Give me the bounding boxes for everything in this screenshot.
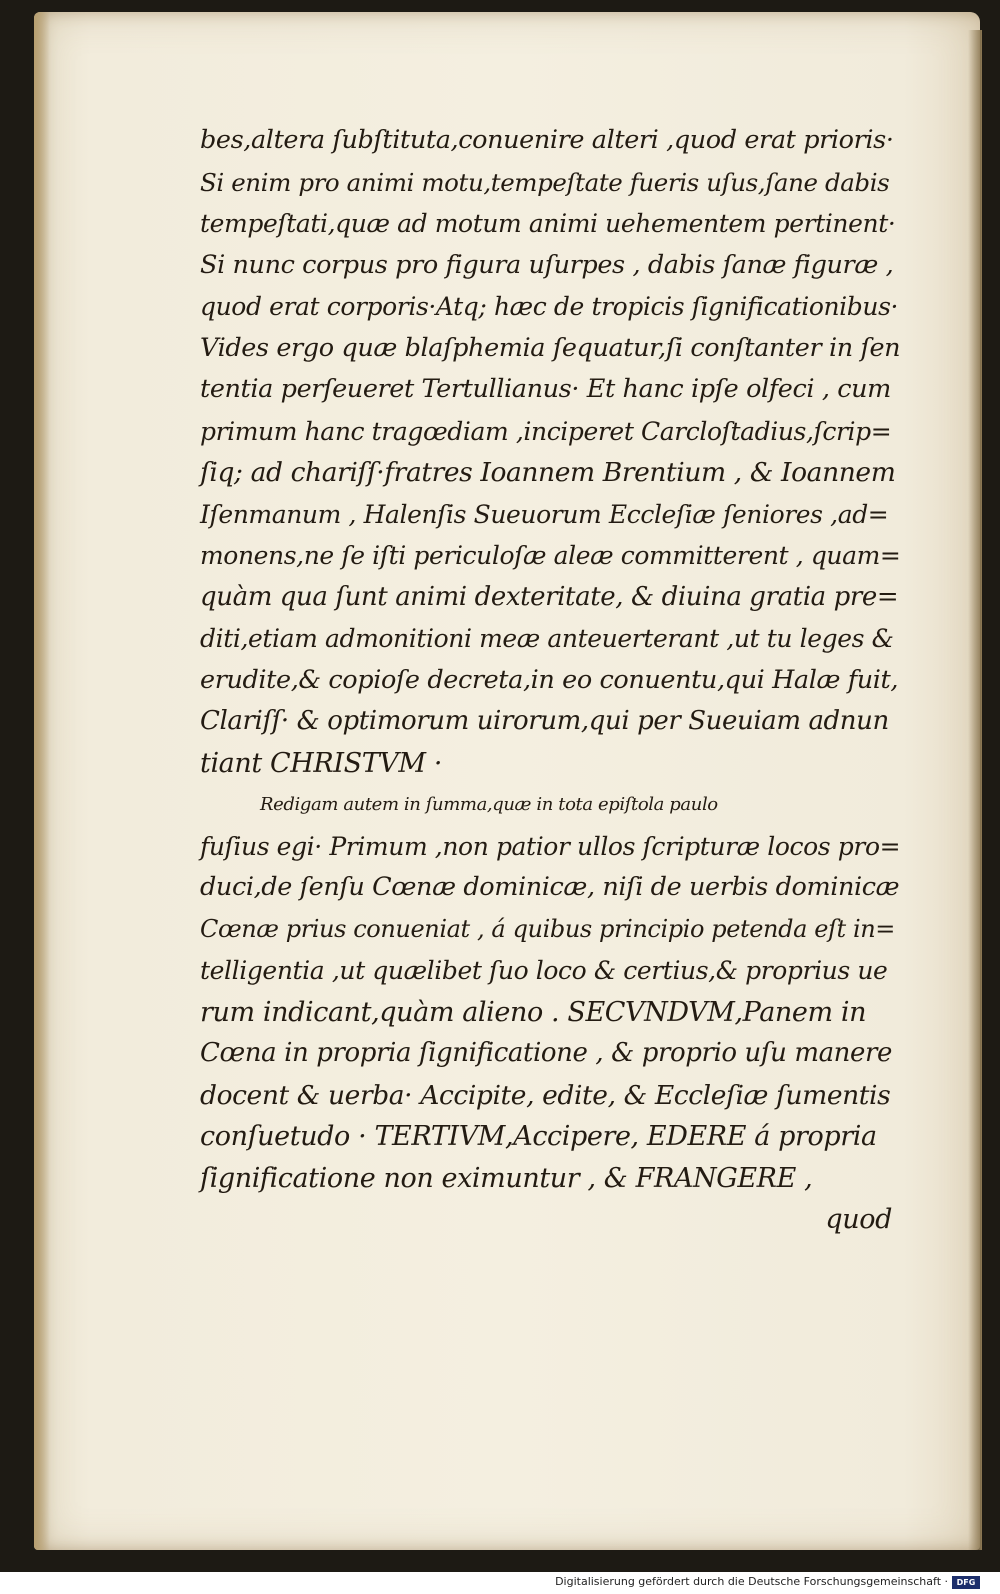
text-line: Clariſſ· & optimorum uirorum,qui per Sueuiam adnun	[200, 706, 889, 736]
text-line: Iſenmanum , Halenſis Sueuorum Eccleſiæ ſeniores ,ad=	[200, 499, 889, 529]
text-line: monens,ne ſe iſti periculoſæ aleæ committerent , quam=	[200, 541, 901, 570]
text-line: Vides ergo quæ blaſphemia ſequatur,ſi conſtanter in ſen	[200, 332, 901, 363]
text-line: primum hanc tragœdiam ,inciperet Carcloſtadius,ſcrip=	[200, 416, 892, 446]
text-line: duci,de ſenſu Cœnæ dominicæ, niſi de uerbis dominicæ	[200, 872, 900, 902]
text-line: tentia perſeueret Tertullianus· Et hanc ipſe olfeci , cum	[200, 374, 891, 404]
dfg-logo-icon: DFG	[952, 1576, 980, 1589]
text-line: docent & uerba· Accipite, edite, & Eccleſiæ ſumentis	[200, 1079, 891, 1111]
page-text	[200, 120, 900, 1241]
text-line: rum indicant,quàm alieno . SECVNDVM,Panem in	[200, 996, 867, 1028]
text-line: ſiq; ad chariſſ·fratres Ioannem Brentium , & Ioannem	[200, 457, 896, 488]
catchword: quod	[825, 1204, 892, 1235]
text-line: conſuetudo · TERTIVM,Accipere, EDERE á propria	[200, 1121, 877, 1152]
text-line: Cœnæ prius conueniat , á quibus principio petenda eſt in=	[200, 914, 896, 943]
text-line: ſignificatione non eximuntur , & FRANGERE ,	[200, 1162, 813, 1194]
text-line: erudite,& copioſe decreta,in eo conuentu,qui Halæ fuit,	[200, 664, 899, 695]
text-line: Si enim pro animi motu,tempeſtate fueris uſus,ſane dabis	[200, 167, 890, 197]
text-line: fuſius egi· Primum ,non patior ullos ſcripturæ locos pro=	[200, 831, 901, 861]
text-line: diti,etiam admonitioni meæ anteuerterant ,ut tu leges &	[200, 624, 894, 653]
footer-bar	[0, 1572, 1000, 1594]
text-line: quàm qua ſunt animi dexteritate, & diuina gratia pre=	[200, 581, 899, 612]
text-line: quod erat corporis·Atq; hæc de tropicis ſignificationibus·	[200, 292, 899, 321]
text-line: Cœna in propria ſignificatione , & proprio uſu manere	[200, 1038, 893, 1068]
text-line: tempeſtati,quæ ad motum animi uehementem pertinent·	[200, 209, 896, 238]
funding-credit: Digitalisierung gefördert durch die Deutsche Forschungsgemeinschaft ·	[555, 1575, 948, 1588]
text-line: bes,altera ſubſtituta,conuenire alteri ,quod erat prioris·	[200, 125, 894, 155]
text-line: tiant CHRISTVM ·	[200, 747, 443, 779]
page-gutter-shadow	[34, 12, 50, 1550]
page-edge-shadow	[968, 30, 982, 1550]
text-line: telligentia ,ut quælibet ſuo loco & certius,& proprius ue	[200, 956, 888, 985]
paragraph-start-line: Redigam autem in ſumma,quæ in tota epiſtola paulo	[260, 794, 718, 815]
text-line: Si nunc corpus pro figura uſurpes , dabis ſanæ figuræ ,	[200, 249, 894, 280]
